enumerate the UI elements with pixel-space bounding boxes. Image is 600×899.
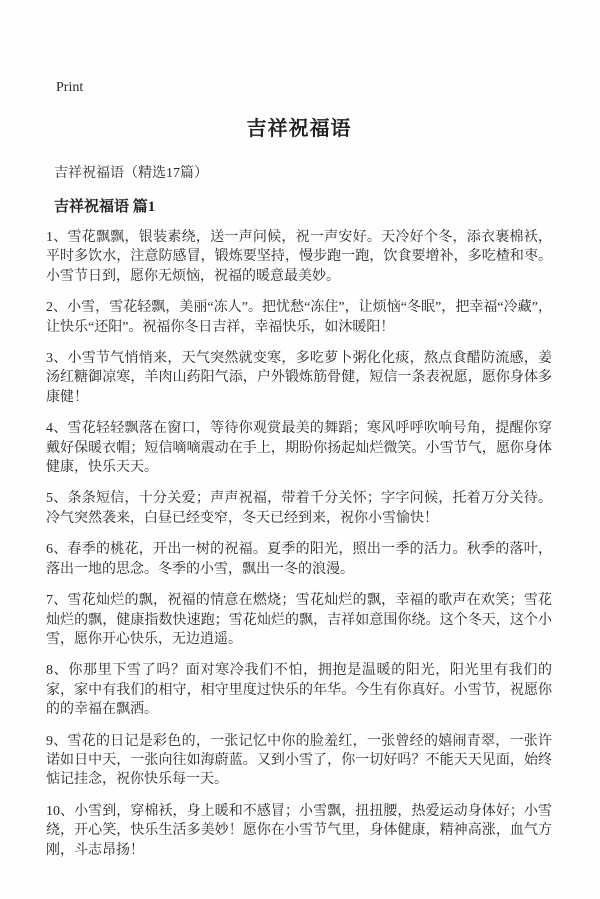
blessing-paragraph-10: 10、小雪到，穿棉袄，身上暖和不感冒；小雪飘，扭扭腰，热爱运动身体好；小雪绕，开心笑，快乐生活多美妙！愿你在小雪节气里，身体健康，精神高涨，血气方刚，斗志昂扬！ (46, 803, 552, 858)
page-title: 吉祥祝福语 (246, 118, 352, 140)
blessing-paragraph-3: 3、小雪节气悄悄来，天气突然就变寒，多吃萝卜粥化化痰，熬点食醋防流感，姜汤红糖御凉寒，羊肉山药阳气添，户外锻炼筋骨健，短信一条表祝愿，愿你身体多康健！ (46, 351, 552, 405)
blessing-paragraph-2: 2、小雪，雪花轻飘，美丽“冻人”。把忧愁“冻住”，让烦恼“冬眠”，把幸福“冷藏”，让快乐“还阳”。祝福你冬日吉祥，幸福快乐，如沐暖阳！ (46, 300, 552, 335)
blessing-paragraph-5: 5、条条短信，十分关爱；声声祝福，带着千分关怀；字字问候，托着万分关待。冷气突然袭来，白昼已经变窄，冬天已经到来，祝你小雪愉快！ (46, 491, 552, 526)
blessing-paragraph-6: 6、春季的桃花，开出一树的祝福。夏季的阳光，照出一季的活力。秋季的落叶，落出一地的思念。冬季的小雪，飘出一冬的浪漫。 (46, 542, 552, 577)
blessing-paragraph-7: 7、雪花灿烂的飘，祝福的情意在燃烧；雪花灿烂的飘，幸福的歌声在欢笑；雪花灿烂的飘，健康指数快速跑；雪花灿烂的飘，吉祥如意围你绕。这个冬天，这个小雪，愿你开心快乐，无边逍遥。 (46, 593, 552, 647)
blessings-list (46, 228, 552, 860)
document-subtitle: 吉祥祝福语（精选17篇） (54, 166, 208, 181)
blessing-paragraph-9: 9、雪花的日记是彩色的，一张记忆中你的脸羞红，一张曾经的嬉闹青翠，一张许诺如日中天，一张向往如海蔚蓝。又到小雪了，你一切好吗？不能天天见面，始终惦记挂念，祝你快乐每一天。 (46, 733, 552, 788)
blessing-paragraph-4: 4、雪花轻轻飘落在窗口，等待你观赏最美的舞蹈；寒风呼呼吹响号角，提醒你穿戴好保暖衣帽；短信嘀嘀震动在手上，期盼你扬起灿烂微笑。小雪节气，愿你身体健康，快乐天天。 (46, 421, 552, 476)
blessing-paragraph-8: 8、你那里下雪了吗？面对寒冷我们不怕，拥抱是温暖的阳光，阳光里有我们的家，家中有我们的相守，相守里度过快乐的年华。今生有你真好。小雪节，祝愿你的的幸福在飘洒。 (46, 663, 552, 718)
print-button[interactable]: Print (56, 80, 84, 95)
section-heading-part1: 吉祥祝福语 篇1 (54, 199, 156, 215)
blessing-paragraph-1: 1、雪花飘飘，银装素绕，送一声问候，祝一声安好。天冷好个冬，添衣裹棉袄，平时多饮水，注意防感冒，锻炼要坚持，慢步跑一跑，饮食要增补，多吃楂和枣。小雪节日到，愿你无烦恼，祝福的暖意最美妙。 (46, 230, 552, 284)
